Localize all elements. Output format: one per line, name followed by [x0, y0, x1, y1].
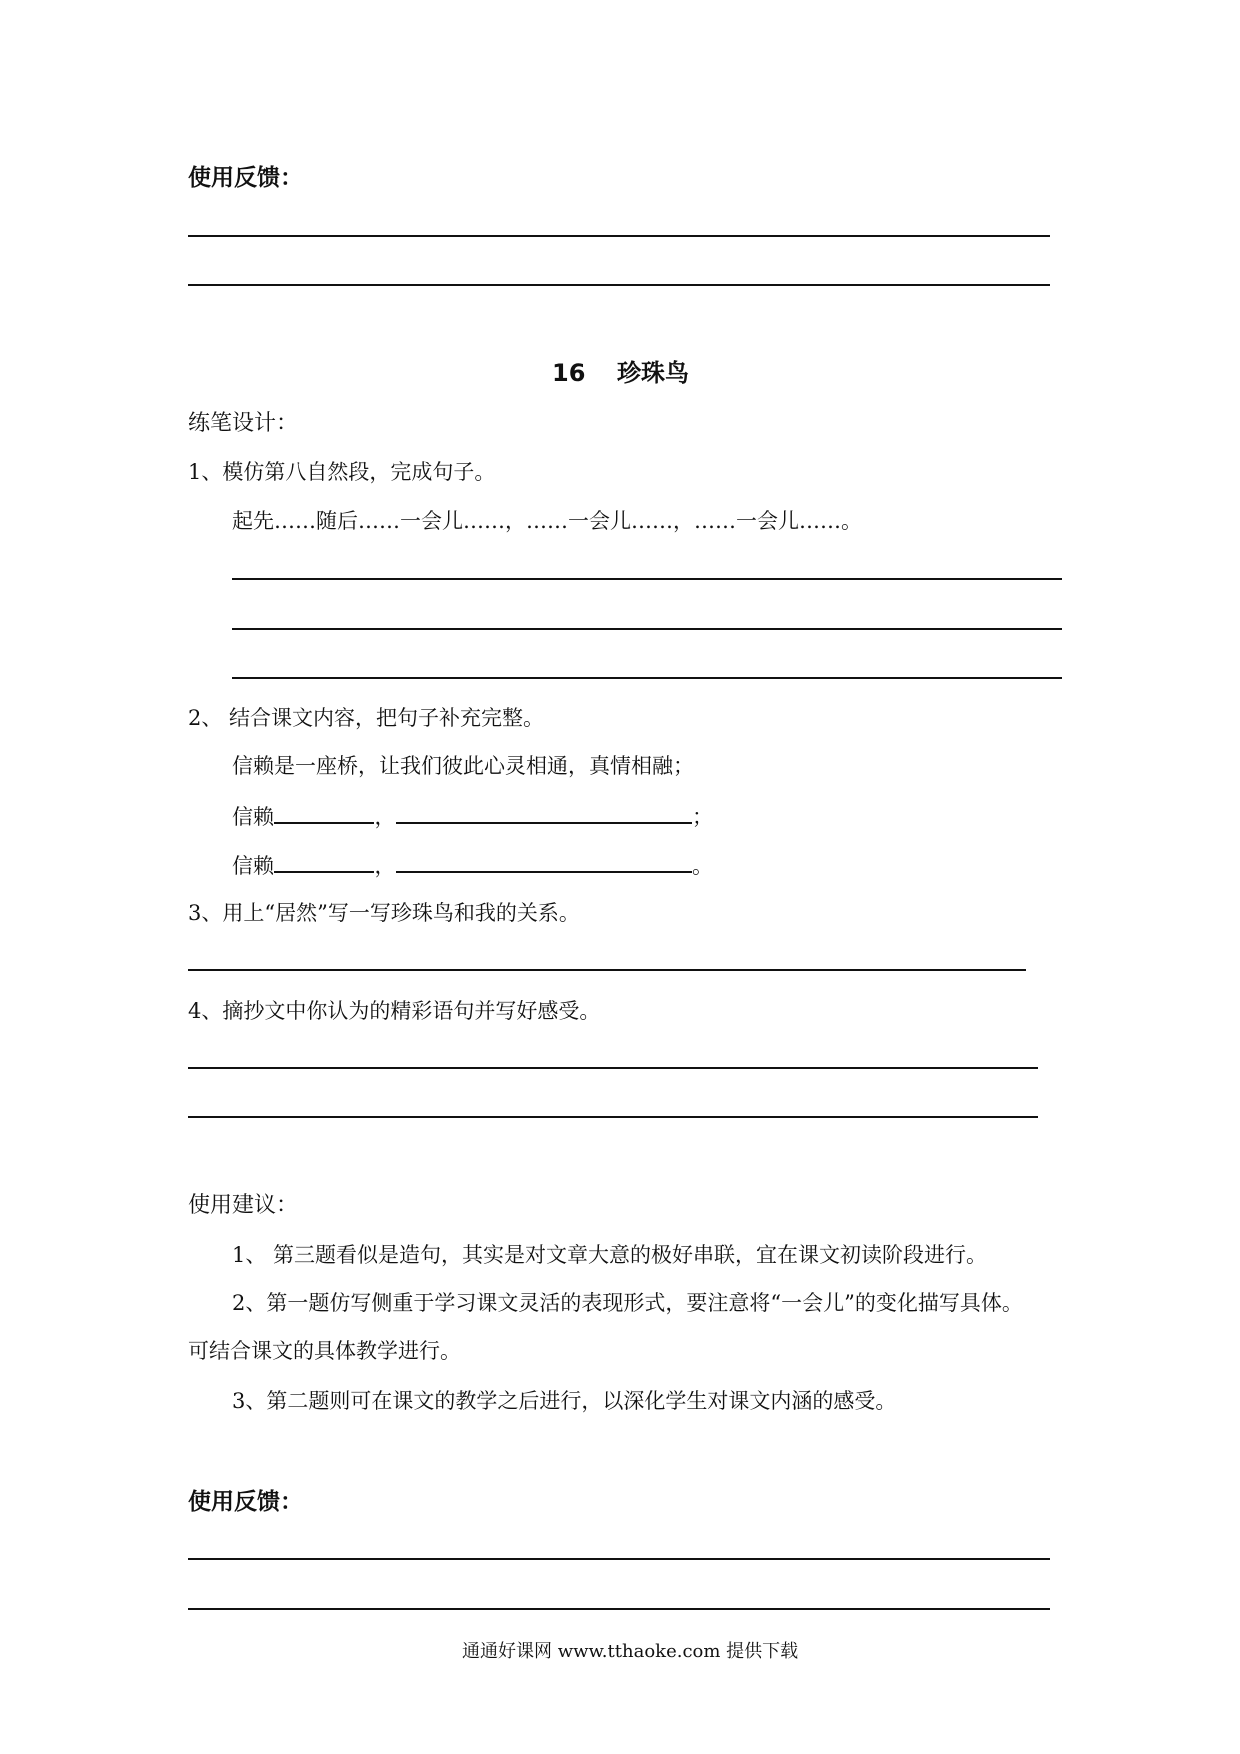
lesson-title: 珍珠鸟: [617, 359, 689, 387]
q2-line1-comma: ，: [374, 805, 396, 829]
q2-line1-blank-b[interactable]: [396, 800, 692, 824]
practice-heading: 练笔设计：: [188, 411, 299, 436]
q2-line1-blank-a[interactable]: [274, 800, 374, 824]
q1-prompt: 1、模仿第八自然段，完成句子。: [188, 460, 496, 484]
q3-answer-line: [188, 969, 1026, 971]
q2-example: 信赖是一座桥，让我们彼此心灵相通，真情相融；: [232, 754, 694, 778]
q1-answer-line-1: [232, 578, 1062, 580]
q1-answer-line-2: [232, 628, 1062, 630]
q1-answer-line-3: [232, 677, 1062, 679]
q4-answer-line-1: [188, 1067, 1038, 1069]
suggestion-item-1: 1、 第三题看似是造句，其实是对文章大意的极好串联，宜在课文初读阶段进行。: [232, 1243, 988, 1267]
q2-fill-line-1: [232, 800, 713, 832]
q3-prompt: 3、用上“居然”写一写珍珠鸟和我的关系。: [188, 901, 580, 925]
q4-answer-line-2: [188, 1116, 1038, 1118]
q4-prompt: 4、摘抄文中你认为的精彩语句并写好感受。: [188, 999, 601, 1023]
q2-line2-blank-a[interactable]: [274, 849, 374, 873]
q2-line1-prefix: 信赖: [232, 805, 274, 829]
suggestions-heading: 使用建议：: [188, 1193, 299, 1218]
top-feedback-line-2: [188, 284, 1050, 286]
suggestion-item-3: 3、第二题则可在课文的教学之后进行，以深化学生对课文内涵的感受。: [232, 1389, 897, 1413]
bottom-feedback-heading: 使用反馈：: [188, 1489, 303, 1515]
q2-line2-blank-b[interactable]: [396, 849, 692, 873]
q1-pattern: 起先……随后……一会儿……，……一会儿……，……一会儿……。: [232, 509, 862, 533]
q2-line2-end: 。: [692, 854, 713, 878]
q2-line2-comma: ，: [374, 854, 396, 878]
q2-fill-line-2: [232, 849, 713, 881]
top-feedback-line-1: [188, 235, 1050, 237]
q2-line2-prefix: 信赖: [232, 854, 274, 878]
footer-credit: 通通好课网 www.tthaoke.com 提供下载: [462, 1641, 799, 1662]
q2-prompt: 2、 结合课文内容，把句子补充完整。: [188, 706, 545, 730]
suggestion-item-2-line-2: 可结合课文的具体教学进行。: [188, 1339, 461, 1363]
suggestion-item-2-line-1: 2、第一题仿写侧重于学习课文灵活的表现形式，要注意将“一会儿”的变化描写具体。: [232, 1291, 1023, 1315]
bottom-feedback-line-2: [188, 1608, 1050, 1610]
bottom-feedback-line-1: [188, 1558, 1050, 1560]
q2-line1-end: ；: [692, 805, 713, 829]
top-feedback-heading: 使用反馈：: [188, 165, 303, 191]
lesson-number: 16: [552, 359, 586, 387]
